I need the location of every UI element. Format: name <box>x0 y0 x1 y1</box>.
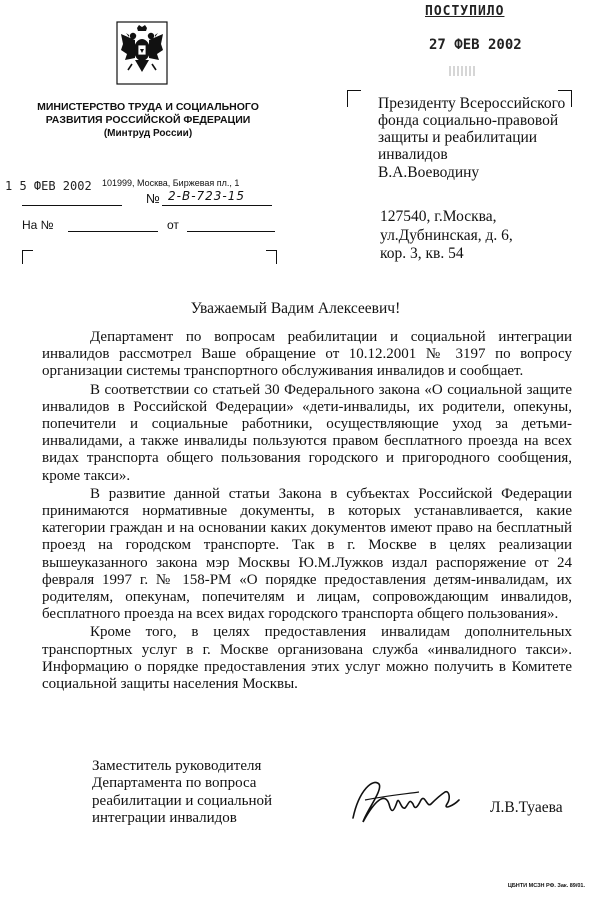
address-line: 127540, г.Москва, <box>380 208 497 225</box>
reference-number-label: На № <box>22 218 54 232</box>
received-stamp-title: ПОСТУПИЛО <box>425 4 505 19</box>
addressee-line: инвалидов <box>378 146 448 163</box>
ministry-address: 101999, Москва, Биржевая пл., 1 <box>102 178 240 188</box>
addressee-address <box>380 208 580 264</box>
signatory-name: Л.В.Туаева <box>490 799 563 816</box>
signatory-title-line: интеграции инвалидов <box>92 810 237 827</box>
addressee-line: Президенту Всероссийского <box>378 95 566 112</box>
body-paragraph-1: Департамент по вопросам реабилитации и социальной интеграции инвалидов рассмотрел Ваше обращение от 10.12.2001 № 3197 по вопросу организации системы транспортного обслуживания инвалидов и сообщает. <box>42 329 572 380</box>
salutation: Уважаемый Вадим Алексеевич! <box>190 300 401 317</box>
corner-mark-left-top <box>22 250 33 264</box>
addressee-line: защиты и реабилитации <box>378 129 538 146</box>
number-underline <box>162 205 272 206</box>
ministry-name-line2: РАЗВИТИЯ РОССИЙСКОЙ ФЕДЕРАЦИИ <box>45 114 251 126</box>
coat-of-arms-emblem <box>115 20 169 86</box>
outgoing-number-label: № <box>146 191 160 206</box>
body-paragraph-4: Кроме того, в целях предоставления инвалидам дополнительных транспортных услуг в г. Москве организована служба «инвалидного такси». Информацию о порядке предоставления этих услуг можно получить в Комитете социальной защиты населения Москвы. <box>42 624 572 693</box>
ministry-name-line1: МИНИСТЕРСТВО ТРУДА И СОЦИАЛЬНОГО <box>37 101 259 113</box>
reference-number-underline <box>68 231 158 232</box>
handwritten-signature <box>345 770 465 830</box>
print-code: ЦБНТИ МСЗН РФ. Зак. 89/01. <box>507 883 585 889</box>
reference-date-underline <box>187 231 275 232</box>
body-paragraph-2: В соответствии со статьей 30 Федерального закона «О социальной защите инвалидов в Российской Федерации» «дети-инвалиды, их родители, опекуны, попечители и социальные работники, осуществляющие уход за детьми-инвалидами, а также инвалиды пользуются правом бесплатного проезда на всех видах транспорта общего пользования городского и пригородного сообщения, кроме такси». <box>42 381 572 484</box>
corner-mark-right-top <box>266 250 277 264</box>
address-line: кор. 3, кв. 54 <box>380 245 464 262</box>
reference-row <box>22 218 282 236</box>
outgoing-number-value: 2-В-723-15 <box>168 189 246 203</box>
signatory-title-line: Департамента по вопроса <box>92 775 257 792</box>
ministry-header <box>20 101 276 140</box>
outgoing-number-row <box>22 191 282 209</box>
signatory-title-line: реабилитации и социальной <box>92 792 273 809</box>
body-paragraph-3: В развитие данной статьи Закона в субъектах Российской Федерации принимаются нормативные документы, в которых устанавливается, какие категории граждан и на основании каких документов имеют право на бесплатный проезд на городском транспорте. Так в г. Москве в целях реализации вышеуказанного закона мэр Москвы Ю.М.Лужков издал распоряжение от 24 февраля 1997 г. № 158-РМ «О порядке предоставления детям-инвалидам, их родителям, опекунам, попечителям и лицам, сопровождающим инвалидов, бесплатного проезда на всех видах городского транспорта общего пользования». <box>42 485 572 623</box>
ministry-short-name: (Минтруд России) <box>103 128 193 139</box>
signatory-title <box>92 758 302 828</box>
letter-body <box>42 329 572 693</box>
reference-from-label: от <box>167 218 179 232</box>
received-stamp-date: 27 ФЕВ 2002 <box>429 37 522 53</box>
address-line: ул.Дубнинская, д. 6, <box>380 226 513 244</box>
addressee-line: фонда социально-правовой <box>378 112 559 129</box>
corner-mark-addressee-left <box>347 90 361 107</box>
received-stamp-smudge <box>449 66 475 76</box>
outgoing-date-stamp: 1 5 ФЕВ 2002 <box>5 179 92 193</box>
addressee-name: В.А.Воеводину <box>378 164 480 181</box>
signatory-title-line: Заместитель руководителя <box>92 758 262 774</box>
addressee-block <box>378 95 583 181</box>
date-underline <box>22 205 122 206</box>
